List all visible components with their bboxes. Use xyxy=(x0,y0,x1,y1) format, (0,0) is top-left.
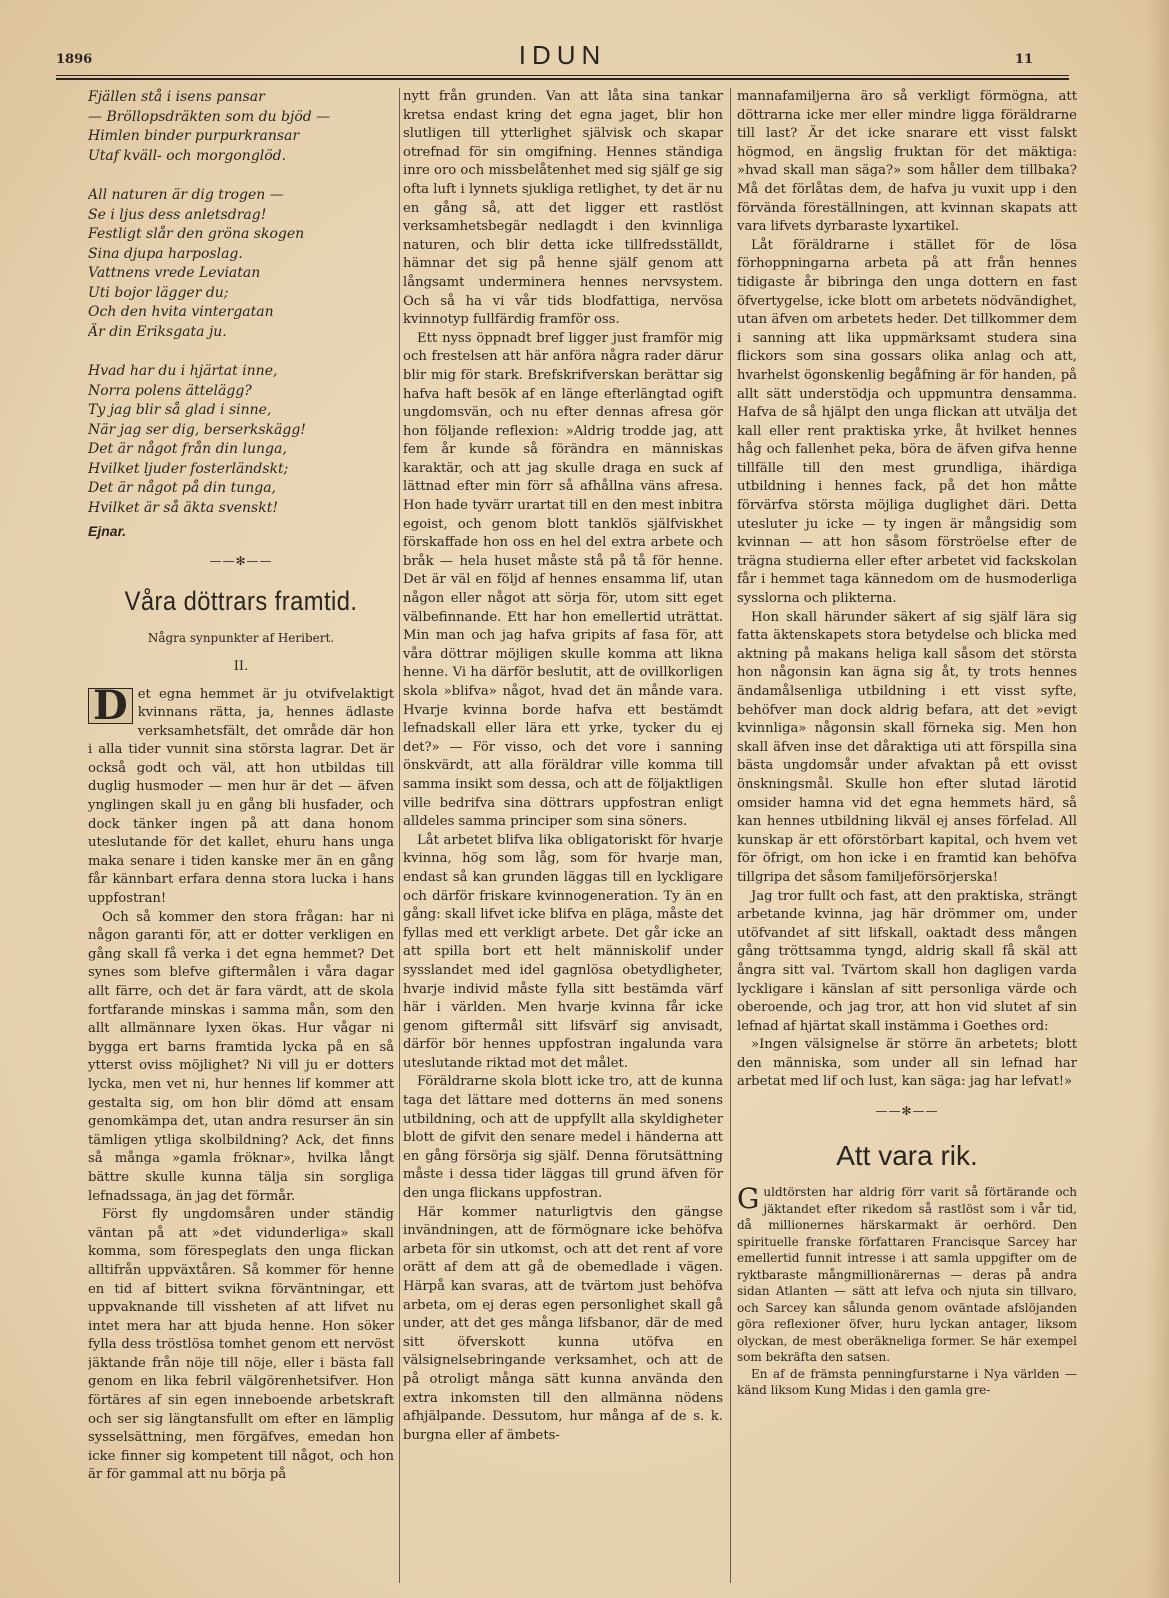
section-ornament: ——✻—— xyxy=(875,1104,939,1119)
poem-line: All naturen är dig trogen — xyxy=(88,187,284,203)
poem-line: Norra polens ättelägg? xyxy=(88,382,252,399)
article-paragraph: Ett nyss öppnadt bref ligger just framför mig och frestelsen att här anföra några rader därur blir mig för stark. Brefskrifverskan berättar sig hafva haft besök af en länge efterlängtad ogift ungdomsvän, och nu efter dennas afresa gör hon följande reflexion: »Aldrig trodde jag, att fem år kunde så förändra en människas karaktär, och att jag skulle draga en suck af lättnad efter min förr så afhållna väns afresa. Hon hade tyvärr urartat till en den mest inbitra egoist, och genom blott tanklös själfviskhet förskaffade hon oss en hel del extra arbete och bråk — hela huset måste stå på tå för henne. Det är väl en följd af hennes ensamma lif, utan någon eller något att sörja för, utom sitt eget välbefinnande. Ett har hon emellertid uträttat. Min man och jag hafva gripits af fasa för, att våra döttrar möjligen skulle komma att likna henne. Vi ha därför beslutit, att de ovillkorligen skola »blifva» något, hvad det än månde vara. Hvarje kvinna borde hafva ett bestämdt lefnadskall eller lära ett yrke, tycker du ej det?» — För visso, och det vore i sanning önskvärdt, att alla föräldrar ville komma till samma insikt som dessa, och att de följaktligen ville bedrifva sina döttrars uppfostran enligt alldeles samma principer som sina söners. xyxy=(403,330,723,830)
drop-cap: D xyxy=(88,688,133,724)
poem-stanza xyxy=(88,186,394,342)
drop-cap: G xyxy=(737,1182,760,1216)
poem-stanza xyxy=(88,88,394,166)
poem-line: Det är något från din lunga, xyxy=(88,441,287,457)
poem xyxy=(88,88,394,542)
article-paragraph: Jag tror fullt och fast, att den praktiska, strängt arbetande kvinna, jag här drömmer om, under utöfvandet af sitt lifskall, oaktadt dess mången gång tröttsamma tyngd, aldrig skall få skäl att ångra sitt val. Tvärtom skall hon dagligen varda lyckligare i känslan af sitt personliga värde och oberoende, och jag tror, att hon vid slutet af sin lefnad af hjärtat skall instämma i Goethes ord: xyxy=(737,888,1077,1034)
article-paragraph: Och så kommer den stora frågan: har ni någon garanti för, att er dotter verkligen en gång skall få verka i det egna hemmet? Det synes som blefve giftermålen i våra dagar allt färre, och det är fara värdt, att de skola fortfarande minskas i samma mån, som den allt allmännare lyxen ökas. Hur vågar ni bygga ert barns framtida lycka på en så ytterst oviss möjlighet? Ni vill ju er dotters lycka, men vet ni, hur hennes lif kommer att gestalta sig, om hon blir dömd att ensam genomkämpa det, utan andra resurser än sin tämligen ytliga skolbildning? Ack, det finns så många »gamla fröknar», hvilka långt bättre skulle kunna tälja sin sorgliga lefnadssaga, än jag det förmår. xyxy=(88,909,394,1204)
article-paragraph: mannafamiljerna äro så verkligt förmögna, att döttrarna icke mer eller mindre ligga föräldrarne till last? Är det icke snarare ett visst falskt högmod, en ängslig fruktan för det mäktiga: »hvad skall man säga?» som håller dem tillbaka? Må det förlåtas dem, de hafva ju vuxit upp i den förvända föreställningen, att kvinnan skapats att vara lifvets dyrbaraste lyxartikel. xyxy=(737,89,1077,235)
poem-line: Himlen binder purpurkransar xyxy=(88,128,300,144)
poem-signature: Ejnar. xyxy=(88,523,127,539)
column-divider xyxy=(399,88,400,1583)
page-number: 11 xyxy=(1014,52,1033,67)
article-paragraph: Hon skall härunder säkert af sig själf lära sig fatta äktenskapets stora betydelse och blicka med aktning på makans heliga kall såsom det största hon någonsin kan ägna sig åt, ty trots hennes ändamålsenliga utbildning i ett visst syfte, behöfver man dock aldrig befara, att det »evigt kvinnliga» någonsin skall förneka sig. Men hon skall äfven inse det dåraktiga uti att förspilla sina bästa ungdomsår under afvaktan på ett ovisst önskningsmål. Skulle hon efter slutad lärotid omsider hamna vid det egna hemmets härd, så kan hennes utbildning likväl ej anses förfelad. All kunskap är ett oförstörbart kapital, och hvem vet för öfrigt, om hon icke i en framtid kan behöfva tillgripa det såsom familjeförsörjerska! xyxy=(737,609,1077,885)
issue-year: 1896 xyxy=(56,52,93,67)
poem-line: — Bröllopsdräkten som du bjöd — xyxy=(88,108,331,125)
column-1 xyxy=(88,88,394,1588)
poem-line: Hvad har du i hjärtat inne, xyxy=(88,363,278,379)
article-paragraph: Föräldrarne skola blott icke tro, att de kunna taga det lättare med dotterns än med sonens utbildning, och att de uppfyllt alla skyldigheter blott de gifvit den senare medel i händerna att en gång försörja sig själf. Denna förutsättning måste i dessa tider läggas till grund äfven för den unga flickans uppfostran. xyxy=(403,1074,723,1202)
article-paragraph: D et egna hemmet är ju otvifvelaktigt kvinnans rätta, ja, hennes ädlaste verksamhetsfält, det område där hon i alla tider vunnit sina största lagrar. Det är också godt och väl, att hon utbildas till duglig husmoder — men hur är det — äfven ynglingen skall ju en gång bli husfader, och dock tänker ingen på att dana honom uteslutande för det kallet, ehuru hans unga maka senare i tiden kanske mer än en gång får kännbart erfara denna stora lucka i hans uppfostran! xyxy=(88,681,394,907)
article-paragraph: Först fly ungdomsåren under ständig väntan på att »det vidunderliga» skall komma, som förespeglats den unga flickan alltifrån uppväxtåren. Så kommer för henne en tid af bittert svikna förväntningar, ett uppvaknande till vissheten af att lifvet nu intet mera har att bjuda henne. Hon söker fylla dess tröstlösa tomhet genom ett nervöst jäktande från nöje till nöje, eller i bästa fall genom en lika febril välgörenhetsifver. Hon förtäres af sin egen inneboende arbetskraft och ser sig längtansfullt om efter en lämplig sysselsättning, men förgäfves, emedan hon icke finner sig kompetent till något, och hon är för gammal att nu börja på xyxy=(88,1207,394,1483)
article-byline: Några synpunkter af Heribert. xyxy=(147,630,335,645)
poem-line: Och den hvita vintergatan xyxy=(88,304,274,320)
poem-line: Hvilket ljuder fosterländskt; xyxy=(88,460,289,477)
poem-line: Se i ljus dess anletsdrag! xyxy=(88,206,267,223)
poem-line: Uti bojor lägger du; xyxy=(88,284,229,301)
article-title: Våra döttrars framtid. xyxy=(124,585,358,616)
article-part-number: II. xyxy=(233,658,249,674)
page-edge-shadow xyxy=(1147,0,1169,1598)
section-ornament: ——✻—— xyxy=(209,553,273,568)
quote-paragraph: »Ingen välsignelse är större än arbetets; blott den människa, som under all sin lefnad har arbetat med lif och lust, kan säga: jag har lefvat!» xyxy=(737,1037,1077,1090)
masthead-title: IDUN xyxy=(518,40,607,70)
column-divider xyxy=(730,88,731,1583)
poem-line: Vattnens vrede Leviatan xyxy=(88,265,261,281)
article-paragraph: Här kommer naturligtvis den gängse invändningen, att de förmögnare icke behöfva arbeta för sin utkomst, och att det rent af vore orätt af dem att gå de obemedlade i vägen. Härpå kan svaras, att de tvärtom just behöfva arbeta, om ej deras egen personlighet skall gå under, att det ges många lifsbanor, där de med sitt öfverskott kunna utöfva en välsignelsebringande verksamhet, och att de på otroligt många sätt kunna använda den extra inkomsten till den allmänna nödens afhjälpande. Dessutom, hur många af de s. k. burgna eller af ämbets- xyxy=(403,1204,723,1443)
poem-line: När jag ser dig, berserkskägg! xyxy=(88,421,306,438)
poem-line: Hvilket är så äkta svenskt! xyxy=(88,499,278,516)
poem-stanza xyxy=(88,362,394,518)
article-title: Att vara rik. xyxy=(836,1140,978,1172)
article-paragraph: Låt arbetet blifva lika obligatoriskt för hvarje kvinna, hög som låg, som för hvarje man, endast så kan grunden läggas till en lyckligare och därför friskare kvinnogeneration. Ty än en gång: skall lifvet icke blifva en pläga, måste det fyllas med ett verkligt arbete. Det går icke an att spilla bort ett helt människolif under sysslandet med idel gagnlösa obetydligheter, hvarje individ måste fylla sitt bestämda värf här i världen. Men hvarje kvinna får icke genom giftermål sitt lifsvärf sig anvisadt, därför bör hennes uppfostran ingalunda vara uteslutande riktad mot det målet. xyxy=(403,832,723,1071)
poem-line: Festligt slår den gröna skogen xyxy=(88,226,305,242)
poem-line: Utaf kväll- och morgonglöd. xyxy=(88,147,287,164)
poem-line: Sina djupa harposlag. xyxy=(88,245,243,262)
article-paragraph: En af de främsta penningfurstarne i Nya världen — känd liksom Kung Midas i den gamla gre- xyxy=(737,1366,1077,1398)
poem-line: Är din Eriksgata ju. xyxy=(88,323,227,340)
article-paragraph: Guldtörsten har aldrig förr varit så förtärande och jäktandet efter rikedom så rastlöst som i vår tid, då millionernes härskarmakt är oerhörd. Den spirituelle franske författaren Francisque Sarcey har emellertid funnit intresse i att samla uppgifter om de ryktbaraste mångmillionärernas — deras på andra sidan Atlanten — sätt att lefva och njuta sin tillvaro, och Sarcey kan sålunda genom oväntade afslöjanden göra reflexioner öfver, huru lyckan antager, liksom olyckan, de mest oberäkneliga former. Se här exempel som bekräfta den satsen. xyxy=(737,1182,1077,1365)
article-paragraph: nytt från grunden. Van att låta sina tankar kretsa endast kring det egna jaget, blir hon slutligen till ytterlighet självisk och skapar otrefnad för sin omgifning. Hennes ständiga inre oro och missbelåtenhet med sig själf ge sig ofta luft i lynnets sjukliga retlighet, ty det är nu en gång så, att det ligger ett rastlöst verksamhetsbegär nedlagdt i den kvinnliga naturen, och blir detta icke tillfredsställdt, hämnar det sig på henne själf genom att långsamt underminera hennes nervsystem. Och så ha vi vår tids blodfattiga, nervösa kvinnotyp fullfärdig framför oss. xyxy=(403,89,723,328)
header-rule-thick xyxy=(56,78,1069,80)
poem-line: Fjällen stå i isens pansar xyxy=(88,89,265,105)
poem-line: Ty jag blir så glad i sinne, xyxy=(88,402,272,418)
page-header xyxy=(56,40,1069,76)
column-2 xyxy=(403,88,723,1588)
poem-line: Det är något på din tunga, xyxy=(88,480,276,496)
article-paragraph: Låt föräldrarne i stället för de lösa förhoppningarna arbeta på att från hennes tidigaste år bibringa den unga dottern en fast öfvertygelse, icke blott om arbetets nödvändighet, utan äfven om arbetets heder. Det tillkommer dem i sanning att lika uppmärksamt studera sina flickors som sina gossars olika anlag och att, hvarhelst ögonskenlig begåfning är för handen, på allt sätt understödja och uppmuntra densamma. Hafva de så hjälpt den unga flickan att utvälja det kall eller rent praktiska yrke, åt hvilket hennes håg och fallenhet peka, böra de äfven gifva henne tillfälle till den mest grundliga, ihärdiga utbildning i hennes fack, på det hon måtte förvärfva största möjliga duglighet däri. Detta utesluter ju icke — ty ingen är mångsidig som kvinnan — att hon såsom förströelse efter de trägna studierna eller efter arbetet vid fackskolan får i hemmet taga kännedom om de husmoderliga sysslorna och plikterna. xyxy=(737,237,1077,607)
column-3 xyxy=(737,88,1077,1588)
header-rule xyxy=(56,75,1069,76)
